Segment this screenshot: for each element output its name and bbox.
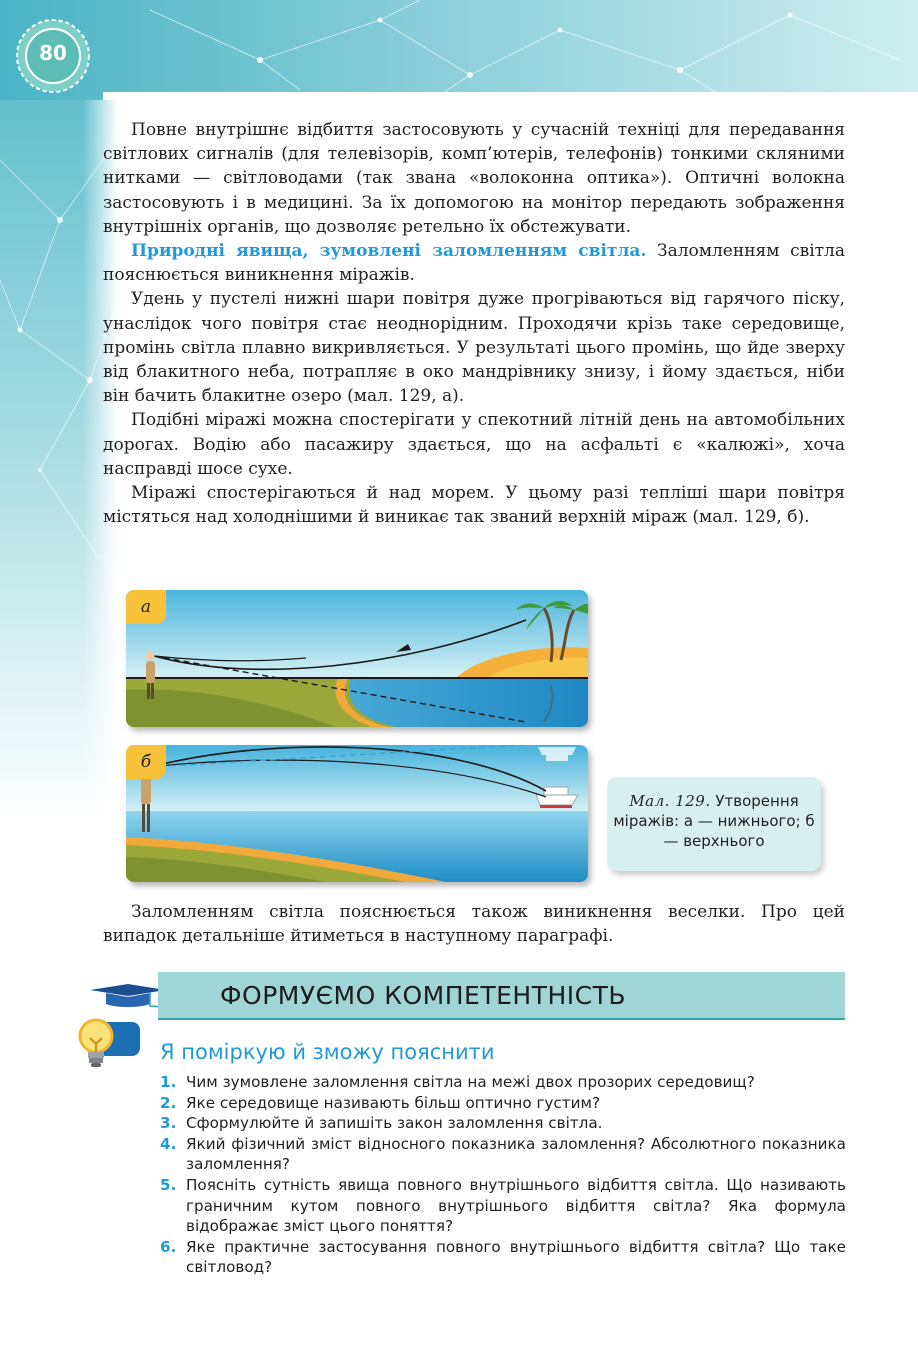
- figure-label-a: а: [126, 590, 166, 624]
- side-decoration: [0, 0, 118, 820]
- list-item: [160, 1175, 846, 1237]
- figure-caption: [607, 777, 821, 871]
- question-number: 3.: [160, 1114, 177, 1133]
- question-text: Яке середовище називають більш оптично густим?: [186, 1093, 601, 1112]
- figure-label-b: б: [126, 745, 166, 779]
- main-text: [103, 118, 845, 529]
- paragraph-phenomena: [103, 239, 845, 287]
- page-number: 80: [39, 41, 67, 65]
- paragraph-rainbow: Заломленням світла пояснюється також виникнення веселки. Про цей випадок детальніше йтиметься в наступному параграфі.: [103, 902, 845, 947]
- section-banner: [158, 972, 845, 1020]
- header-decoration: [0, 0, 918, 100]
- list-item: [160, 1237, 846, 1278]
- list-item: [160, 1113, 846, 1134]
- question-number: 2.: [160, 1093, 177, 1112]
- section-title: ФОРМУЄМО КОМПЕТЕНТНІСТЬ: [220, 981, 627, 1010]
- paragraph-sea: Міражі спостерігаються й над морем. У цьому разі тепліші шари повітря містяться над холоднішими й виникає так званий верхній міраж (мал. 129, б).: [103, 483, 845, 528]
- figure-lower-mirage: [126, 590, 588, 727]
- paragraph-desert: Удень у пустелі нижні шари повітря дуже прогріваються від гарячого піску, унаслідок чого повітря стає неоднорідним. Проходячи крізь таке середовище, промінь світла плавно викривляється. У результаті цього промінь, що йде зверху від блакитного неба, потрапляє в око мандрівнику знизу, і йому здається, ніби він бачить блакитне озеро (мал. 129, а).: [103, 289, 845, 407]
- list-item: [160, 1134, 846, 1175]
- figure-upper-mirage: [126, 745, 588, 882]
- question-text: Чим зумовлене заломлення світла на межі двох прозорих середовищ?: [186, 1073, 755, 1091]
- question-text: Який фізичний зміст відносного показника заломлення? Абсолютного показника заломлення?: [186, 1134, 846, 1174]
- paragraph-fiber-optics: Повне внутрішнє відбиття застосовують у сучасній техніці для передавання світлових сигналів (для телевізорів, комп’ютерів, телефонів) тонкими скляними нитками — світловодами (так звана «волоконна оптика»). Оптичні волокна застосовують і в медицині. За їх допомогою на монітор передають зображення внутрішніх органів, що дозволяє ретельно їх обстежувати.: [103, 120, 845, 237]
- question-list: [160, 1072, 846, 1278]
- figure-caption-number: Мал. 129.: [629, 792, 711, 810]
- paragraph-phenomena-text: Заломленням світла пояснюється виникнення міражів.: [103, 241, 845, 286]
- text-after-figure: [103, 900, 845, 948]
- question-number: 6.: [160, 1237, 177, 1256]
- question-number: 4.: [160, 1134, 177, 1153]
- question-number: 1.: [160, 1073, 177, 1091]
- paragraph-road: Подібні міражі можна спостерігати у спекотний літній день на автомобільних дорогах. Водію або пасажиру здається, що на асфальті є «калюжі», хоча насправді шосе сухе.: [103, 410, 845, 479]
- question-text: Яке практичне застосування повного внутрішнього відбиття світла? Що таке світловод?: [186, 1237, 846, 1277]
- subsection-title: Я поміркую й зможу пояснити: [160, 1040, 495, 1064]
- question-text: Сформулюйте й запишіть закон заломлення світла.: [186, 1114, 603, 1133]
- figure-caption-text: Утворення міражів: а — нижнього; б — верхнього: [613, 792, 815, 850]
- question-number: 5.: [160, 1175, 177, 1194]
- upper-mirage-illustration: [126, 745, 588, 882]
- lightbulb-icon: [76, 1014, 142, 1076]
- section-heading-inline: Природні явища, зумовлені заломленням світла.: [131, 241, 647, 262]
- question-text: Поясніть сутність явища повного внутрішнього відбиття світла. Що називають граничним кутом повного внутрішнього відбиття світла? Яка формула відображає зміст цього поняття?: [186, 1175, 846, 1236]
- lower-mirage-illustration: [126, 590, 588, 727]
- list-item: [160, 1093, 846, 1114]
- list-item: [160, 1072, 846, 1093]
